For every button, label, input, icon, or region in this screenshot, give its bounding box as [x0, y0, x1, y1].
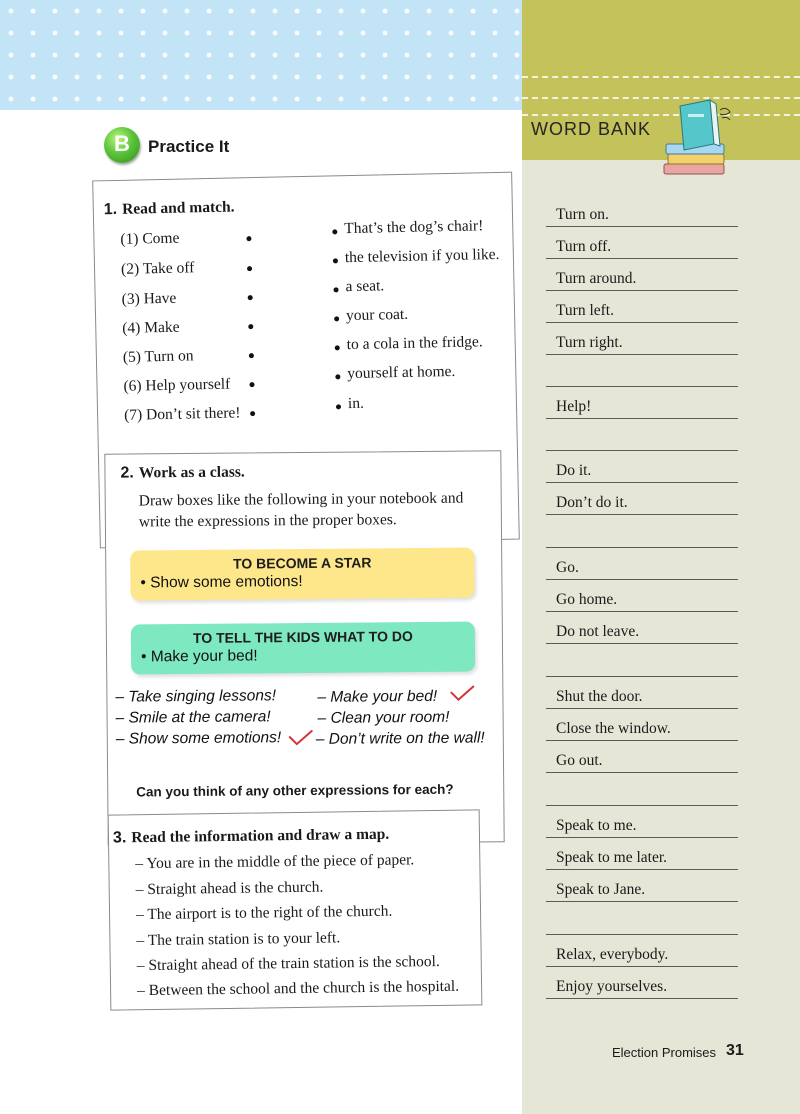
match-dot: [248, 295, 253, 300]
check-icon: [288, 729, 314, 747]
match-right-item: a seat.: [345, 277, 385, 296]
expression-item: – Make your bed!: [317, 687, 438, 706]
word-bank-entry: Go home.: [556, 591, 618, 608]
star-box: [130, 548, 474, 601]
word-bank-line: [546, 419, 738, 451]
match-dot: [247, 266, 252, 271]
word-bank-entry: Turn on.: [556, 206, 609, 223]
match-dot: [336, 404, 341, 409]
word-bank-line: [546, 709, 738, 741]
word-bank-title: WORD BANK: [531, 119, 652, 139]
word-bank-entry: Speak to me.: [556, 817, 637, 834]
kids-box-item: • Make your bed!: [140, 647, 258, 666]
word-bank-line: [546, 580, 738, 612]
match-right-item: the television if you like.: [344, 245, 500, 267]
kids-box: [131, 622, 475, 675]
word-bank-line: [546, 451, 738, 483]
exercise-3-title: 3. Read the information and draw a map.: [112, 825, 390, 847]
match-dot: [248, 324, 253, 329]
match-dot: [334, 316, 339, 321]
word-bank-entry: Turn off.: [556, 238, 612, 255]
match-left-item: (4) Make: [122, 318, 180, 337]
word-bank-line: [546, 677, 738, 709]
word-bank-line: [546, 227, 738, 259]
word-bank-line: [546, 483, 738, 515]
page-number: 31: [726, 1042, 744, 1059]
word-bank-line: [546, 355, 738, 387]
word-bank-entry: Help!: [556, 398, 592, 415]
word-bank-line: [546, 838, 738, 870]
expression-item: – Clean your room!: [317, 708, 450, 727]
word-bank-line: [546, 935, 738, 967]
map-instruction: – Straight ahead of the train station is the school.: [136, 952, 440, 975]
word-bank-entry: Do it.: [556, 462, 592, 479]
word-bank-line: [546, 806, 738, 838]
word-bank-entry: Speak to Jane.: [556, 881, 646, 898]
word-bank-entry: Go.: [556, 559, 579, 576]
map-instruction: – Between the school and the church is the hospital.: [136, 977, 460, 1000]
map-instruction: – Straight ahead is the church.: [135, 878, 324, 899]
word-bank-line: [546, 387, 738, 419]
match-left-item: (5) Turn on: [122, 347, 194, 366]
expression-item: – Show some emotions!: [115, 729, 282, 748]
word-bank-entry: Speak to me later.: [556, 849, 668, 866]
match-left-item: (7) Don’t sit there!: [123, 404, 241, 424]
word-bank-line: [546, 516, 738, 548]
map-instruction: – The airport is to the right of the church.: [135, 902, 393, 924]
match-left-item: (6) Help yourself: [123, 375, 231, 395]
word-bank-entry: Do not leave.: [556, 623, 640, 640]
section-title: Practice It: [148, 137, 230, 156]
match-dot: [249, 382, 254, 387]
word-bank-line: [546, 967, 738, 999]
section-badge: B: [104, 127, 140, 163]
word-bank-entry: Turn right.: [556, 334, 623, 351]
star-box-title: TO BECOME A STAR: [232, 554, 372, 572]
match-right-item: yourself at home.: [347, 362, 456, 383]
word-bank-line: [546, 774, 738, 806]
divider: [522, 76, 800, 78]
match-right-item: your coat.: [345, 305, 409, 325]
match-dot: [335, 345, 340, 350]
exercise-1-title: 1. Read and match.: [103, 198, 235, 219]
word-bank-entry: Enjoy yourselves.: [556, 978, 668, 995]
word-bank-entry: Close the window.: [556, 720, 671, 737]
kids-box-title: TO TELL THE KIDS WHAT TO DO: [192, 628, 413, 646]
books-icon: [660, 98, 736, 180]
word-bank-line: [546, 645, 738, 677]
match-dot: [333, 258, 338, 263]
exercise-2-question: Can you think of any other expressions for each?: [136, 781, 454, 800]
word-bank-entry: Shut the door.: [556, 688, 643, 705]
word-bank-entry: Turn around.: [556, 270, 637, 287]
word-bank-line: [546, 291, 738, 323]
match-right-item: That’s the dog’s chair!: [344, 217, 484, 238]
exercise-2-instructions: Draw boxes like the following in your notebook and write the expressions in the proper boxes.: [138, 489, 464, 531]
match-left-item: (1) Come: [120, 229, 180, 248]
match-right-item: to a cola in the fridge.: [346, 333, 483, 354]
expression-item: – Smile at the camera!: [115, 708, 271, 727]
word-bank-entry: Relax, everybody.: [556, 946, 669, 963]
map-instruction: – You are in the middle of the piece of paper.: [135, 851, 415, 873]
match-left-item: (2) Take off: [120, 259, 195, 278]
word-bank-line: [546, 741, 738, 773]
word-bank-line: [546, 323, 738, 355]
word-bank-line: [546, 195, 738, 227]
footer-title: Election Promises: [612, 1045, 717, 1060]
word-bank-line: [546, 259, 738, 291]
star-box-item: • Show some emotions!: [140, 573, 303, 592]
word-bank-line: [546, 903, 738, 935]
word-bank-entry: Go out.: [556, 752, 603, 769]
word-bank-line: [546, 612, 738, 644]
word-bank-entry: Don’t do it.: [556, 494, 628, 511]
sky-background: [0, 0, 522, 110]
match-dot: [250, 411, 255, 416]
map-instruction: – The train station is to your left.: [136, 929, 341, 950]
match-dot: [335, 374, 340, 379]
word-bank-line: [546, 548, 738, 580]
exercise-2-card: [104, 450, 504, 845]
word-bank-line: [546, 870, 738, 902]
match-dot: [249, 353, 254, 358]
exercise-3-card: [108, 809, 483, 1010]
exercise-2-title: 2. Work as a class.: [120, 463, 245, 482]
expression-item: – Don’t write on the wall!: [315, 729, 485, 748]
match-dot: [333, 287, 338, 292]
expression-item: – Take singing lessons!: [115, 687, 277, 706]
match-left-item: (3) Have: [121, 289, 177, 308]
match-dot: [332, 229, 337, 234]
match-dot: [246, 236, 251, 241]
match-right-item: in.: [347, 394, 365, 413]
check-icon: [449, 685, 475, 703]
word-bank-entry: Turn left.: [556, 302, 614, 319]
